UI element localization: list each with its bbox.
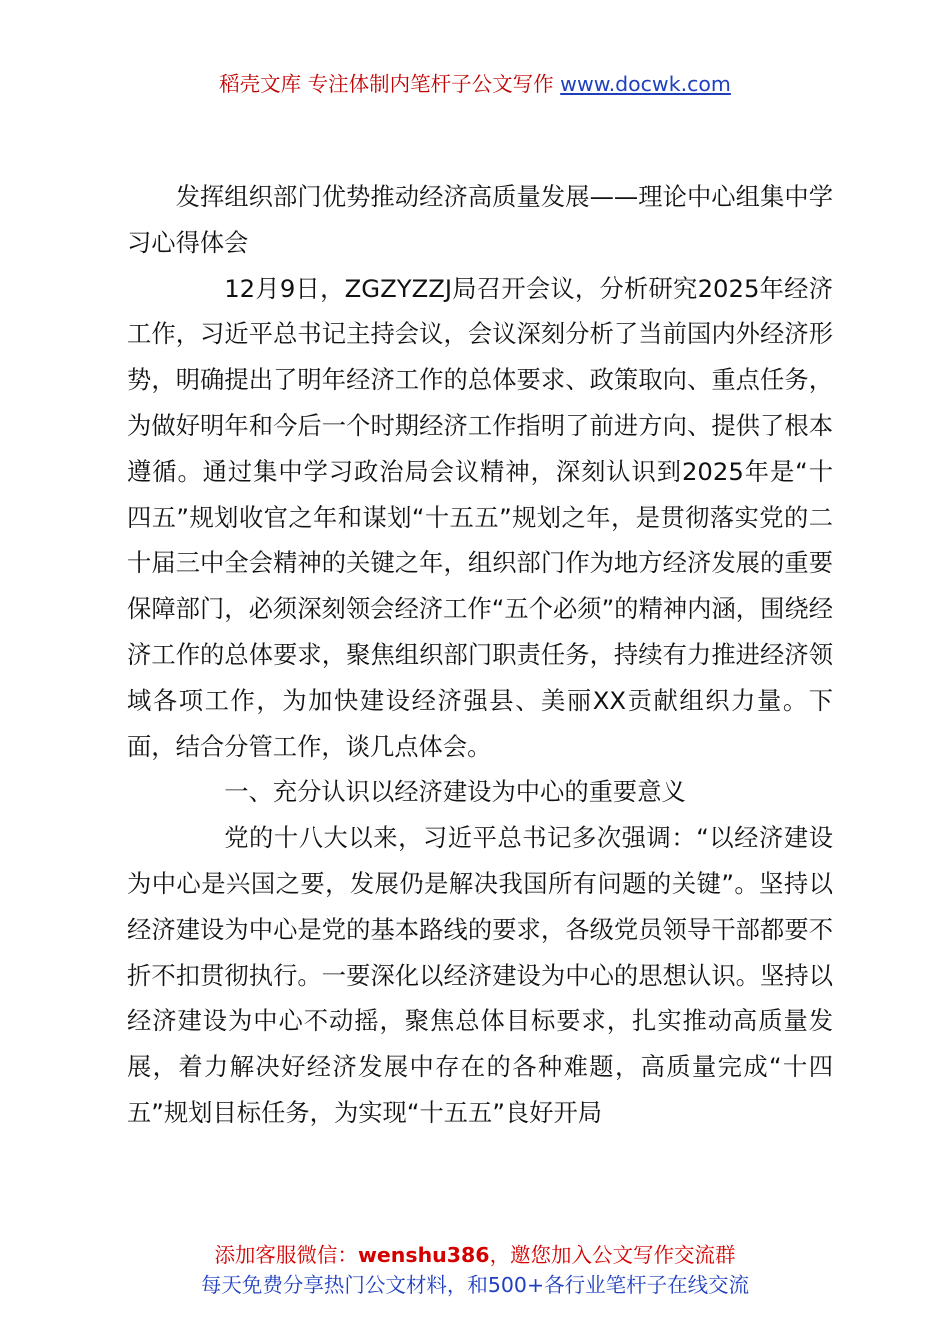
footer-promo: 每天免费分享热门公文材料，和500+各行业笔杆子在线交流 [200,1273,750,1297]
site-name: 稻壳文库 专注体制内笔杆子公文写作 [219,72,561,96]
wechat-id: wenshu386 [357,1243,490,1267]
footer-contact [0,1240,950,1270]
site-header [0,70,950,98]
document-title: 发挥组织部门优势推动经济高质量发展——理论中心组集中学习心得体会 [127,182,833,257]
paragraph: 党的十八大以来，习近平总书记多次强调：“以经济建设为中心是兴国之要，发展仍是解决我国所有问题的关键”。坚持以经济建设为中心是党的基本路线的要求，各级党员领导干部都要不折不扣贯彻执行。一要深化以经济建设为中心的思想认识。坚持以经济建设为中心不动摇，聚焦总体目标要求，扎实推动高质量发展，着力解决好经济发展中存在的各种难题，高质量完成“十四五”规划目标任务，为实现“十五五”良好开局 [127,823,833,1127]
site-url-link[interactable]: www.docwk.com [560,72,731,96]
section-heading: 一、充分认识以经济建设为中心的重要意义 [224,777,686,807]
footer-contact-suffix: ，邀您加入公文写作交流群 [489,1243,736,1267]
footer-contact-prefix: 添加客服微信： [214,1243,358,1267]
paragraph: 12月9日，ZGZYZZJ局召开会议，分析研究2025年经济工作，习近平总书记主持会议，会议深刻分析了当前国内外经济形势，明确提出了明年经济工作的总体要求、政策取向、重点任务，为做好明年和今后一个时期经济工作指明了前进方向、提供了根本遵循。通过集中学习政治局会议精神，深刻认识到2025年是“十四五”规划收官之年和谋划“十五五”规划之年，是贯彻落实党的二十届三中全会精神的关键之年，组织部门作为地方经济发展的重要保障部门，必须深刻领会经济工作“五个必须”的精神内涵，围绕经济工作的总体要求，聚焦组织部门职责任务，持续有力推进经济领域各项工作，为加快建设经济强县、美丽XX贡献组织力量。下面，结合分管工作，谈几点体会。 [127,273,833,761]
document-body [127,174,833,1136]
